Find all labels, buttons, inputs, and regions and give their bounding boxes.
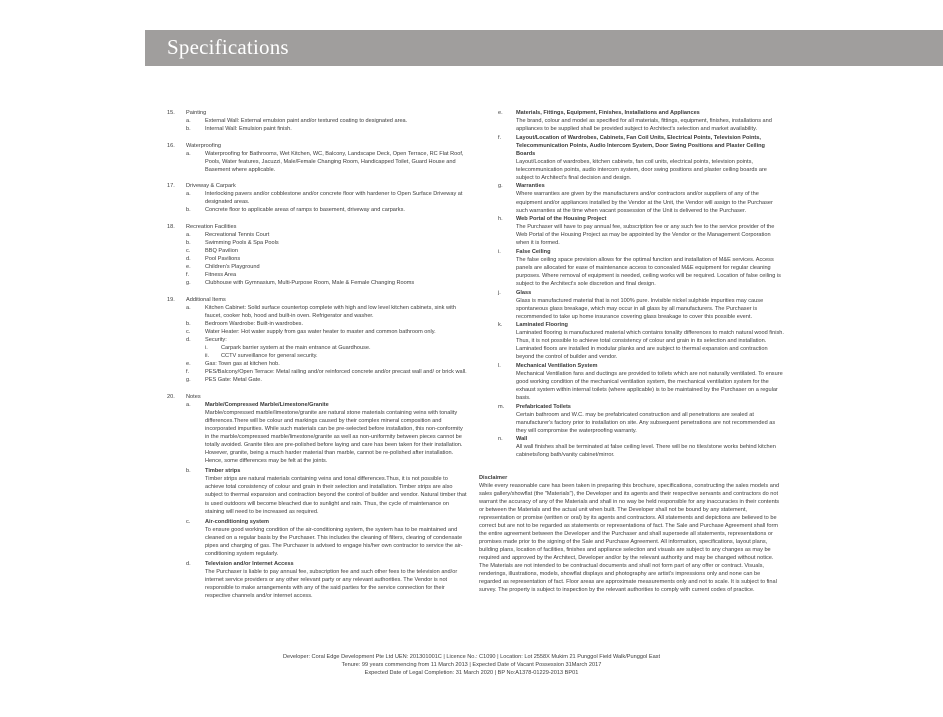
item-letter: e. [186, 264, 191, 271]
note-body: The false ceiling space provision allows for the optimal function and installation of M&E services. Access panels are allocated for ease of maintenance access to concealed M&E equipment for regular cleaning purposes. Where removal of equipment is needed, ceiling works will be required. Location of false ceiling is subject to the Architect's sole discretion and final design. [516, 256, 781, 287]
note-item [479, 362, 784, 402]
note-item [479, 182, 784, 214]
item-letter: b. [186, 126, 191, 133]
list-item [186, 150, 467, 174]
item-letter: i. [498, 248, 501, 255]
left-column [167, 109, 467, 609]
list-item [186, 231, 467, 239]
section-notes [167, 393, 467, 600]
section-additional-items [167, 296, 467, 385]
section-number: 18. [167, 224, 175, 231]
note-title: False Ceiling [516, 248, 551, 255]
footer-completion-line: Expected Date of Legal Completion: 31 March 2020 | BP No:A1378-01229-2013 BP01 [364, 669, 579, 676]
note-title: Prefabricated Toilets [516, 403, 571, 410]
note-body: The brand, colour and model as specified for all materials, fittings, equipment, finishes, installations and appliances to be supplied shall be provided subject to Architect's selection and market availability. [516, 118, 772, 133]
item-letter: a. [186, 304, 191, 311]
list-item [186, 247, 467, 255]
list-item [186, 239, 467, 247]
list-item [186, 320, 467, 328]
note-item [186, 401, 467, 465]
note-body: All wall finishes shall be terminated at false ceiling level. There will be no tiles/stone works behind kitchen cabinets/long bath/vanity cabinet/mirror. [516, 444, 776, 459]
footer [230, 654, 713, 677]
note-body: Where warranties are given by the manufacturers and/or contractors and/or suppliers of any of the equipment and/or appliances installed by the Vendor at the Unit, the Vendor will assign to the Purchaser such warranties at the time when vacant possession of the Unit is delivered to the Purchaser. [516, 191, 773, 214]
section-number: 15. [167, 110, 175, 116]
footer-developer-line: Developer: Coral Edge Development Pte Ltd UEN: 201301001C | Licence No.: C1090 | Location: Lot 2558X Mukim 21 Punggol Field Walk/Punggol East [282, 654, 661, 660]
item-text: Kitchen Cabinet: Solid surface countertop complete with high and low level kitchen cabinets, sink with faucet, cooker hob, hood and built-in oven. Refrigerator and washer. [205, 304, 456, 319]
note-body: Certain bathroom and W.C. may be prefabricated construction and all penetrations are sealed at manufacturer's factory prior to installation on site. Any subsequent penetrations are not recommended as they will compromise the waterproofing warranty. [516, 411, 776, 434]
section-title: Additional Items [186, 296, 226, 303]
note-title: Air-conditioning system [205, 518, 270, 525]
item-letter: m. [498, 403, 505, 410]
item-letter: a. [186, 232, 191, 239]
item-letter: b. [186, 207, 191, 214]
note-title: Glass [516, 289, 532, 296]
item-letter: a. [186, 118, 191, 125]
section-title: Painting [186, 110, 207, 116]
section-title: Recreation Facilities [186, 224, 237, 231]
item-letter: d. [186, 337, 191, 344]
item-letter: f. [498, 134, 502, 141]
item-text: Pool Pavilions [205, 256, 241, 263]
header-banner [145, 30, 943, 66]
item-letter: c. [186, 518, 191, 525]
note-body: Mechanical Ventilation fans and ductings are provided to toilets which are not naturally ventilated. To ensure good working condition of the mechanical ventilation system, the mechanical ventilation system for the exhaust system within internal toilets (where applicable) is to be maintained by the Purchaser on a regular basis. [516, 371, 783, 402]
disclaimer-title: Disclaimer [479, 474, 508, 481]
item-letter: h. [498, 216, 503, 223]
note-item [186, 560, 467, 600]
note-title: Wall [516, 436, 528, 443]
item-letter: e. [498, 110, 503, 116]
list-item [186, 190, 467, 206]
note-item [186, 467, 467, 515]
item-text: Internal Wall: Emulsion paint finish. [205, 126, 292, 133]
note-item [479, 435, 784, 459]
list-item [186, 360, 467, 368]
note-item [479, 109, 784, 133]
note-title: Mechanical Ventilation System [516, 362, 598, 369]
note-title: Television and/or Internet Access [205, 560, 294, 567]
list-item [186, 279, 467, 287]
item-text: Bedroom Wardrobe: Built-in wardrobes. [205, 321, 304, 328]
note-body: Marble/compressed marble/limestone/granite are natural stone materials containing veins with tonality differences.There will be colour and markings caused by their complex mineral composition and incorporated impurities. While such materials can be pre-selected before installation, this non-conformity in the marble/compressed marble/limestone/granite as well as non-uniformity between pieces cannot be totally avoided. Granite tiles are pre-polished before laying and care has been taken for their installation. However, granite, being a much harder material than marble, cannot be re-polished after installation. Hence, some differences may be felt at the joints. [205, 410, 463, 465]
item-letter: f. [186, 369, 190, 376]
item-letter: c. [186, 329, 191, 336]
item-letter: k. [498, 322, 503, 329]
section-painting [167, 109, 467, 133]
item-letter: d. [186, 256, 191, 263]
section-number: 16. [167, 142, 175, 149]
note-title: Timber strips [205, 468, 241, 475]
note-body: Laminated flooring is manufactured material which contains tonality differences to match natural wood finish. Thus, it is not possible to achieve total consistency of colour and grain in its selection and installation. Laminated floors are installed in modular planks and are subject to thermal expansion and contraction beyond the control of builder and vendor. [516, 330, 784, 361]
sub-text: Carpark barrier system at the main entrance at Guardhouse. [221, 345, 371, 352]
note-item [479, 248, 784, 288]
note-body: To ensure good working condition of the air-conditioning system, the system has to be maintained and cleaned on a regular basis by the Purchaser. This includes the cleaning of filters, clearing of condensate pipes and charging of gas. The Purchaser is advised to engage his/her own contractor to service the air-conditioning system regularly. [205, 526, 463, 557]
item-letter: b. [186, 321, 191, 328]
item-letter: f. [186, 272, 190, 279]
sub-number: i. [205, 345, 208, 352]
item-text: Interlocking pavers and/or cobblestone and/or concrete floor with hardener to Open Surface Driveway at designated areas. [205, 191, 463, 206]
item-text: External Wall: External emulsion paint and/or textured coating to designated area. [205, 118, 408, 125]
list-item [186, 328, 467, 336]
note-title: Layout/Location of Wardrobes, Cabinets, Fan Coil Units, Electrical Points, Television Points, Telecommunication Points, Audio Intercom System, Door Swing Positions and Plaster Ceiling Boards [516, 134, 765, 157]
section-title: Driveway & Carpark [186, 183, 236, 190]
section-waterproofing [167, 142, 467, 174]
note-body: Layout/Location of wardrobes, kitchen cabinets, fan coil units, electrical points, television points, telecommunication points, audio intercom system, door swing positions and plaster ceiling boards are subject to Architect's final decision and design. [516, 158, 767, 181]
right-column [479, 109, 784, 594]
note-item [479, 403, 784, 435]
note-body: Timber strips are natural materials containing veins and tonal differences.Thus, it is not possible to achieve total consistency of colour and grain in their selection and installation. Timber strips are also subject to thermal expansion and contraction beyond the control of builder and vendor. Natural timber that is used outdoors will become bleached due to sunlight and rain. Thus, the cycle of maintenance on staining will need to be increased as required. [205, 476, 467, 515]
note-title: Web Portal of the Housing Project [516, 216, 607, 223]
footer-tenure-line: Tenure: 99 years commencing from 11 March 2013 | Expected Date of Vacant Possession 31March 2017 [341, 661, 602, 668]
item-text: Gas: Town gas at kitchen hob. [205, 361, 280, 368]
item-text: Waterproofing for Bathrooms, Wet Kitchen, WC, Balcony, Landscape Deck, Open Terrace, RC Flat Roof, Pools, Water features, Jacuzzi, Male/Female Changing Room, Handicapped Toilet, Guard House and Basement where applicable. [205, 150, 464, 173]
item-letter: j. [498, 289, 501, 296]
item-text: PES/Balcony/Open Terrace: Metal railing and/or reinforced concrete and/or precast wall and/ or brick wall. [205, 369, 467, 376]
item-letter: a. [186, 191, 191, 198]
section-title: Waterproofing [186, 142, 221, 149]
sub-item [205, 344, 467, 352]
item-text: Clubhouse with Gymnasium, Multi-Purpose Room, Male & Female Changing Rooms [205, 280, 415, 287]
item-letter: e. [186, 361, 191, 368]
note-title: Marble/Compressed Marble/Limestone/Granite [205, 401, 329, 408]
sub-number: ii. [205, 353, 210, 360]
item-letter: b. [186, 240, 191, 247]
item-text: Water Heater: Hot water supply from gas water heater to master and common bathroom only. [205, 329, 436, 336]
item-text: Security: [205, 337, 227, 344]
note-item [186, 518, 467, 558]
section-recreation-facilities [167, 223, 467, 287]
item-letter: n. [498, 436, 503, 443]
item-letter: a. [186, 401, 191, 408]
list-item [186, 255, 467, 263]
item-letter: g. [498, 183, 503, 190]
note-body: The Purchaser will have to pay annual fee, subscription fee or any such fee to the service provider of the Web Portal of the Housing Project as may be appointed by the Vendor or the Management Corporation when it is formed. [516, 224, 775, 247]
section-title: Notes [186, 393, 201, 400]
section-number: 17. [167, 183, 175, 190]
item-letter: g. [186, 377, 191, 384]
note-item [479, 289, 784, 321]
note-body: Glass is manufactured material that is not 100% pure. Invisible nickel sulphide impurities may cause spontaneous glass breakage, which may occur in all glass by all manufacturers. The Purchaser is recommended to take up home insurance covering glass breakage to cover this possible event. [516, 297, 764, 320]
note-title: Laminated Flooring [516, 322, 568, 329]
list-item [186, 376, 467, 384]
item-letter: d. [186, 560, 191, 567]
item-text: Recreational Tennis Court [205, 232, 270, 239]
item-text: Fitness Area [205, 272, 237, 279]
list-item [186, 125, 467, 133]
disclaimer-body: While every reasonable care has been taken in preparing this brochure, specifications, constructing the sales models and sales gallery/showflat (the "Materials"), the Developer and its agents and their respective servants and contractors do not warrant the accuracy of any of the Materials and shall in no way be held responsible for any inaccuracies in their contents or between the Materials and the actual unit when built. The Developer shall not be bound by any statement, representation or promise (written or oral) by its agents and contractors. All statements and depictions are believed to be correct but are not to be regarded as statements or representations of fact. The Sale and Purchase Agreement shall form the entire agreement between the Developer and the Purchaser and shall supersede all statements, representations or promises made prior to the signing of the Sale and Purchase Agreement. All information, specifications, layout plans, building plans, location of facilities, finishes and appliance selection and visuals are subject to any changes as may be required and approved by the Architect, Developer and/or by the relevant authority and may be changed without notice. The Materials are not intended to be contractual documents and shall not form part of any offer or contract. Visuals, renderings, illustrations, models, showflat displays and photography are artist's impressions only and none can be regarded as representation of fact. Floor areas are approximate measurements only and not to scale. It is subject to final survey. The property is subject to inspection by the relevant authorities to comply with current codes of practice. [479, 482, 780, 594]
list-item [186, 368, 467, 376]
sub-text: CCTV surveillance for general security. [221, 353, 318, 360]
sub-item [205, 352, 467, 360]
item-text: Children's Playground [205, 264, 260, 271]
section-number: 19. [167, 296, 175, 303]
item-text: Swimming Pools & Spa Pools [205, 240, 279, 247]
note-item [479, 134, 784, 182]
item-letter: g. [186, 280, 191, 287]
note-title: Materials, Fittings, Equipment, Finishes, Installations and Appliances [516, 110, 700, 116]
item-text: PES Gate: Metal Gate. [205, 377, 262, 384]
list-item [186, 206, 467, 214]
item-letter: b. [186, 468, 191, 475]
item-text: Concrete floor to applicable areas of ramps to basement, driveway and carparks. [205, 207, 405, 214]
list-item [186, 263, 467, 271]
section-number: 20. [167, 393, 175, 400]
note-body: The Purchaser is liable to pay annual fee, subscription fee and such other fees to the television and/or internet service providers or any other relevant party or any relevant authorities. The Vendor is not responsible to make arrangements with any of the said parties for the service connection for their respective channels and/or internet access. [205, 568, 458, 600]
note-item [479, 321, 784, 361]
list-item-security [186, 336, 467, 360]
item-letter: a. [186, 150, 191, 157]
disclaimer [479, 474, 784, 595]
section-driveway-carpark [167, 182, 467, 214]
list-item [186, 304, 467, 320]
list-item [186, 271, 467, 279]
page-title: Specifications [167, 35, 289, 59]
note-item [479, 215, 784, 247]
item-text: BBQ Pavilion [205, 248, 238, 255]
item-letter: l. [498, 362, 501, 369]
list-item [186, 117, 467, 125]
item-letter: c. [186, 248, 191, 255]
note-title: Warranties [516, 183, 545, 190]
